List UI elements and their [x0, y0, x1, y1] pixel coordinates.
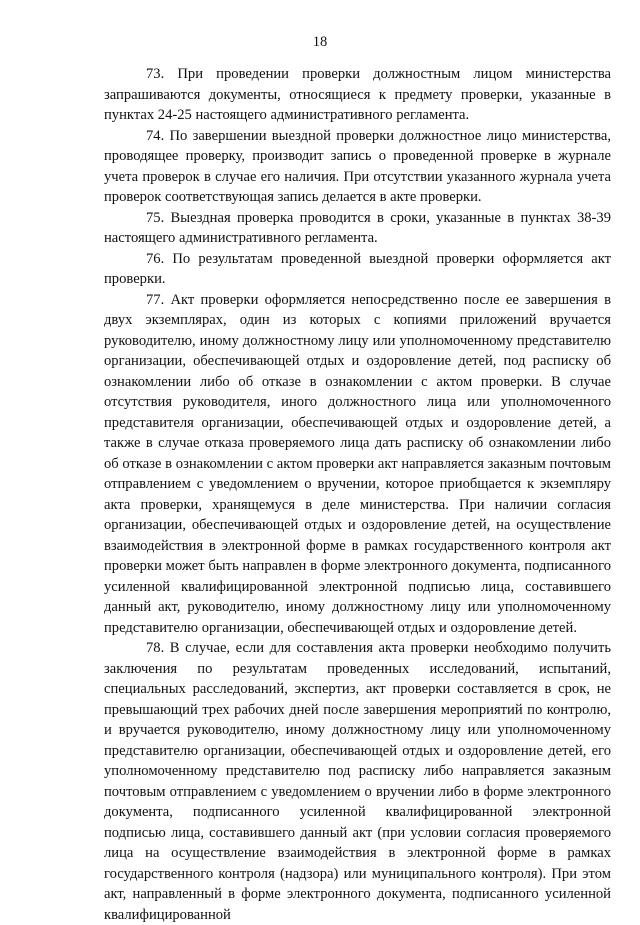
document-body	[104, 64, 611, 925]
page-number: 18	[312, 34, 328, 50]
paragraph-77: 77. Акт проверки оформляется непосредственно после ее завершения в двух экземплярах, один из которых с копиями приложений вручается руководителю, иному должностному лицу или уполномоченному представителю организации, обеспечивающей отдых и оздоровление детей, под расписку об ознакомлении либо об отказе в ознакомлении с актом проверки. В случае отсутствия руководителя, иного должностного лица или уполномоченного представителя организации, обеспечивающей отдых и оздоровление детей, а также в случае отказа проверяемого лица дать расписку об ознакомлении либо об отказе в ознакомлении с актом проверки акт направляется заказным почтовым отправлением с уведомлением о вручении, которое приобщается к экземпляру акта проверки, хранящемуся в деле министерства. При наличии согласия организации, обеспечивающей отдых и оздоровление детей, на осуществление взаимодействия в электронной форме в рамках государственного контроля акт проверки может быть направлен в форме электронного документа, подписанного усиленной квалифицированной электронной подписью лица, составившего данный акт, руководителю, иному должностному лицу или уполномоченному представителю организации, обеспечивающей отдых и оздоровление детей.	[104, 291, 611, 636]
paragraph-75: 75. Выездная проверка проводится в сроки, указанные в пунктах 38-39 настоящего административного регламента.	[104, 209, 611, 246]
paragraph-74: 74. По завершении выездной проверки должностное лицо министерства, проводящее проверку, производит запись о проведенной проверке в журнале учета проверок в случае его наличия. При отсутствии указанного журнала учета проверок соответствующая запись делается в акте проверки.	[104, 127, 611, 205]
paragraph-76: 76. По результатам проведенной выездной проверки оформляется акт проверки.	[104, 250, 611, 287]
paragraph-73: 73. При проведении проверки должностным лицом министерства запрашиваются документы, относящиеся к предмету проверки, указанные в пунктах 24-25 настоящего административного регламента.	[104, 66, 611, 123]
paragraph-78: 78. В случае, если для составления акта проверки необходимо получить заключения по результатам проведенных исследований, испытаний, специальных расследований, экспертиз, акт проверки составляется в срок, не превышающий трех рабочих дней после завершения мероприятий по контролю, и вручается руководителю, иному должностному лицу или уполномоченному представителю организации, обеспечивающей отдых и оздоровление детей, его уполномоченному представителю под расписку либо направляется заказным почтовым отправлением с уведомлением о вручении либо в форме электронного документа, подписанного усиленной квалифицированной электронной подписью лица, составившего данный акт (при условии согласия проверяемого лица на осуществление взаимодействия в электронной форме в рамках государственного контроля (надзора) или муниципального контроля). При этом акт, направленный в форме электронного документа, подписанного усиленной квалифицированной	[104, 640, 611, 923]
